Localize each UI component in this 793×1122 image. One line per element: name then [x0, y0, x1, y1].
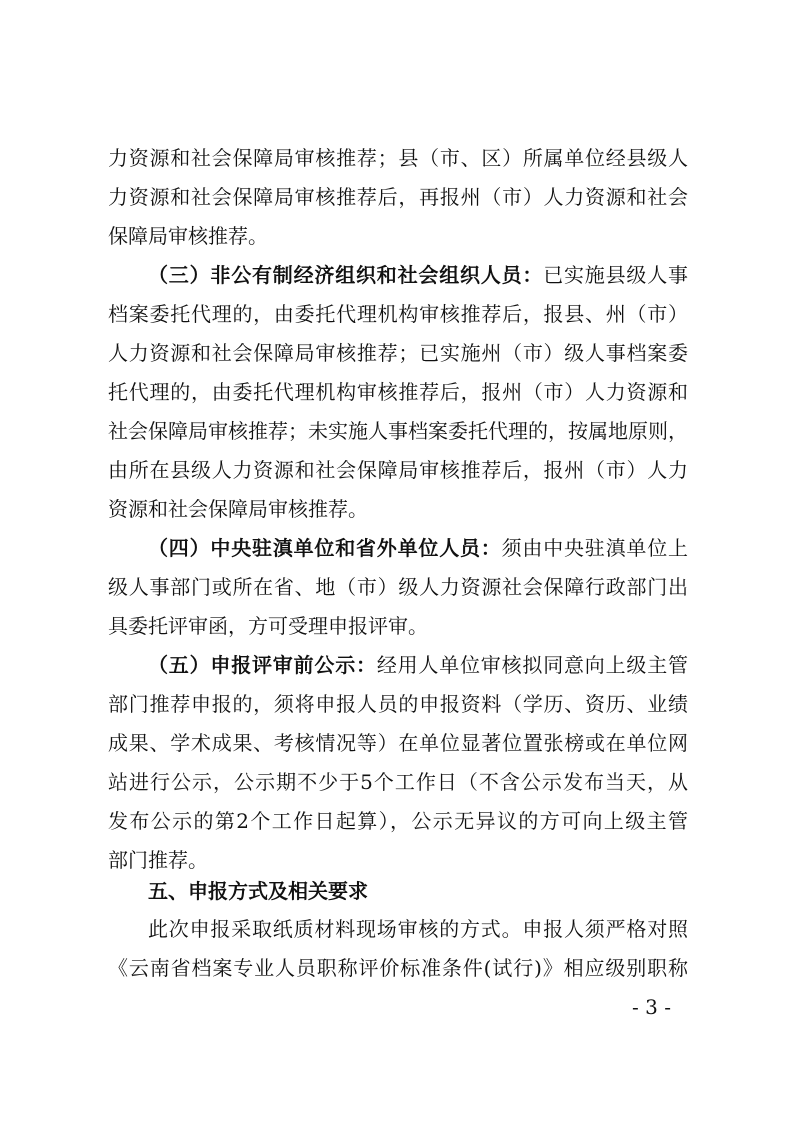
paragraph-line: 托代理的，由委托代理机构审核推荐后，报州（市）人力资源和: [108, 380, 688, 404]
section-3-title: （三）非公有制经济组织和社会组织人员：: [148, 263, 544, 287]
page-number: - 3 -: [632, 995, 671, 1019]
paragraph-line: 社会保障局审核推荐；未实施人事档案委托代理的，按属地原则，: [108, 419, 688, 443]
paragraph-line: 力资源和社会保障局审核推荐；县（市、区）所属单位经县级人: [108, 146, 688, 170]
section-5-text: 经用人单位审核拟同意向上级主管: [376, 653, 688, 677]
section-4-first-line: [148, 534, 688, 562]
section-4-text: 须由中央驻滇单位上: [501, 536, 688, 560]
paragraph-line: 级人事部门或所在省、地（市）级人力资源社会保障行政部门出: [108, 575, 688, 599]
section-5-title: （五）申报评审前公示：: [148, 653, 377, 677]
section-4-title: （四）中央驻滇单位和省外单位人员：: [148, 536, 502, 560]
paragraph-line: 发布公示的第2个工作日起算），公示无异议的方可向上级主管: [108, 809, 688, 833]
section-5-first-line: [148, 651, 688, 679]
paragraph-line: 部门推荐申报的，须将申报人员的申报资料（学历、资历、业绩: [108, 692, 688, 716]
paragraph-line: 具委托评审函，方可受理申报评审。: [108, 614, 428, 638]
paragraph-line: 成果、学术成果、考核情况等）在单位显著位置张榜或在单位网: [108, 731, 688, 755]
paragraph-line: 站进行公示，公示期不少于5个工作日（不含公示发布当天，从: [108, 770, 688, 794]
paragraph-line: 保障局审核推荐。: [108, 224, 268, 248]
section-3-text: 已实施县级人事: [543, 263, 688, 287]
paragraph-line: 资源和社会保障局审核推荐。: [108, 497, 368, 521]
paragraph-line: 力资源和社会保障局审核推荐后，再报州（市）人力资源和社会: [108, 185, 688, 209]
paragraph-line: 档案委托代理的，由委托代理机构审核推荐后，报县、州（市）: [108, 302, 688, 326]
paragraph-line: 部门推荐。: [108, 848, 208, 872]
paragraph-line: 此次申报采取纸质材料现场审核的方式。申报人须严格对照: [148, 917, 688, 941]
section-heading: 五、申报方式及相关要求: [148, 879, 368, 903]
paragraph-line: 《云南省档案专业人员职称评价标准条件(试行)》相应级别职称: [108, 956, 688, 980]
paragraph-line: 由所在县级人力资源和社会保障局审核推荐后，报州（市）人力: [108, 458, 688, 482]
section-3-first-line: [148, 261, 688, 289]
paragraph-line: 人力资源和社会保障局审核推荐；已实施州（市）级人事档案委: [108, 341, 688, 365]
